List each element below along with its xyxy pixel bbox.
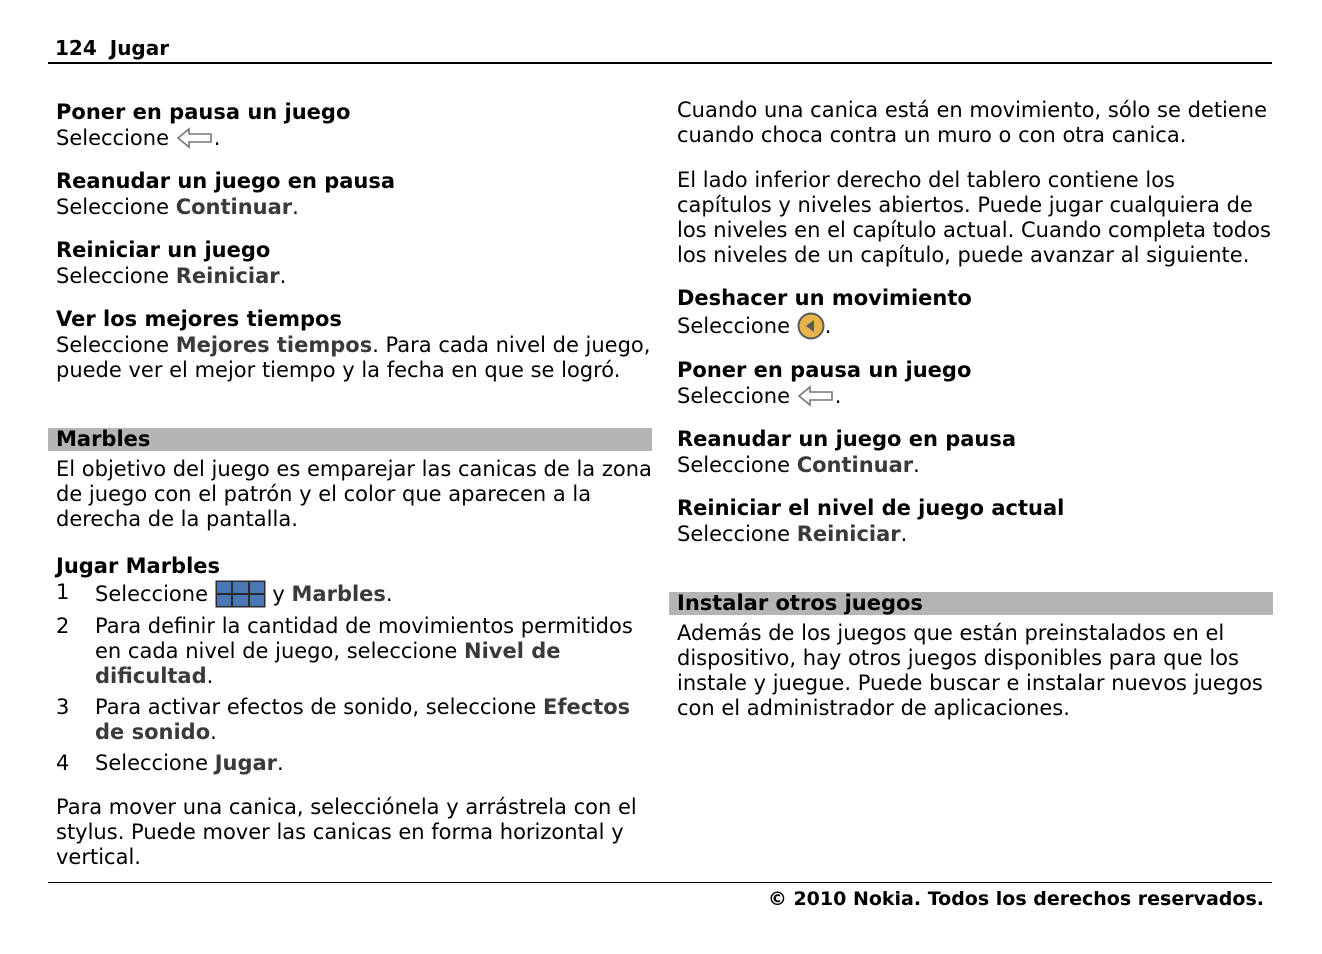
play-option: Jugar [214,751,278,775]
continue-option-right: Continuar [796,453,914,477]
page-number: 124 [55,36,97,60]
pause-instruction: Seleccione . [56,126,221,150]
undo-icon [797,312,825,340]
best-times-text: Seleccione Mejores tiempos. Para cada nivel de juego, puede ver el mejor tiempo y la fecha en que se logró. [56,333,651,382]
back-arrow-icon [797,385,835,407]
marbles-intro: El objetivo del juego es emparejar las canicas de la zona de juego con el patrón y el color que aparecen a la derecha de la pantalla. [56,457,652,531]
step-1: 1 Seleccione y Marbles. [56,580,393,606]
resume-title: Reanudar un juego en pausa [56,169,396,193]
install-section-heading: Instalar otros juegos [669,592,1273,615]
page-header [48,34,1272,64]
difficulty-option: Nivel de dificultad [95,639,561,688]
restart-instruction: Seleccione Reiniciar. [56,264,287,288]
app-grid-icon [215,580,266,608]
undo-title: Deshacer un movimiento [677,286,972,310]
resume-instruction-right: Seleccione Continuar. [677,453,920,477]
marbles-section-heading: Marbles [48,428,652,451]
left-column [48,98,652,870]
step-2: 2 Para definir la cantidad de movimientos permitidos en cada nivel de juego, seleccione Nivel de dificultad. [56,614,633,688]
undo-instruction: Seleccione . [677,314,832,338]
pause-instruction-right: Seleccione . [677,384,842,408]
restart-option: Reiniciar [175,264,280,288]
section-title: Jugar [109,36,170,60]
restart-level-instruction: Seleccione Reiniciar. [677,522,908,546]
pause-title: Poner en pausa un juego [56,100,351,124]
best-times-title: Ver los mejores tiempos [56,307,342,331]
marble-movement-text: Cuando una canica está en movimiento, sólo se detiene cuando choca contra un muro o con otra canica. [677,98,1268,147]
restart-level-title: Reiniciar el nivel de juego actual [677,496,1065,520]
step-4: 4 Seleccione Jugar. [56,751,284,775]
restart-option-right: Reiniciar [796,522,901,546]
best-times-option: Mejores tiempos [175,333,373,357]
pause-title-right: Poner en pausa un juego [677,358,972,382]
sound-effects-option: Efectos de sonido [95,695,631,744]
resume-title-right: Reanudar un juego en pausa [677,427,1017,451]
continue-option: Continuar [175,195,293,219]
marbles-steps [48,580,652,776]
restart-title: Reiniciar un juego [56,238,271,262]
copyright-text: © 2010 Nokia. Todos los derechos reservados. [767,888,1264,910]
play-marbles-title: Jugar Marbles [56,554,221,578]
page-footer [48,882,1272,913]
right-column [669,98,1273,721]
marbles-option: Marbles [291,582,386,606]
board-levels-text: El lado inferior derecho del tablero contiene los capítulos y niveles abiertos. Puede jugar cualquiera de los niveles en el capítulo actual. Cuando completa todos los niveles de un capítulo, puede avanzar al siguiente. [677,168,1271,267]
step-3: 3 Para activar efectos de sonido, seleccione Efectos de sonido. [56,695,631,744]
move-marble-text: Para mover una canica, selecciónela y arrástrela con el stylus. Puede mover las canicas en forma horizontal y vertical. [56,795,637,869]
back-arrow-icon [176,127,214,149]
resume-instruction: Seleccione Continuar. [56,195,299,219]
install-text: Además de los juegos que están preinstalados en el dispositivo, hay otros juegos disponibles para que los instale y juegue. Puede buscar e instalar nuevos juegos con el administrador de aplicaciones. [677,621,1263,720]
